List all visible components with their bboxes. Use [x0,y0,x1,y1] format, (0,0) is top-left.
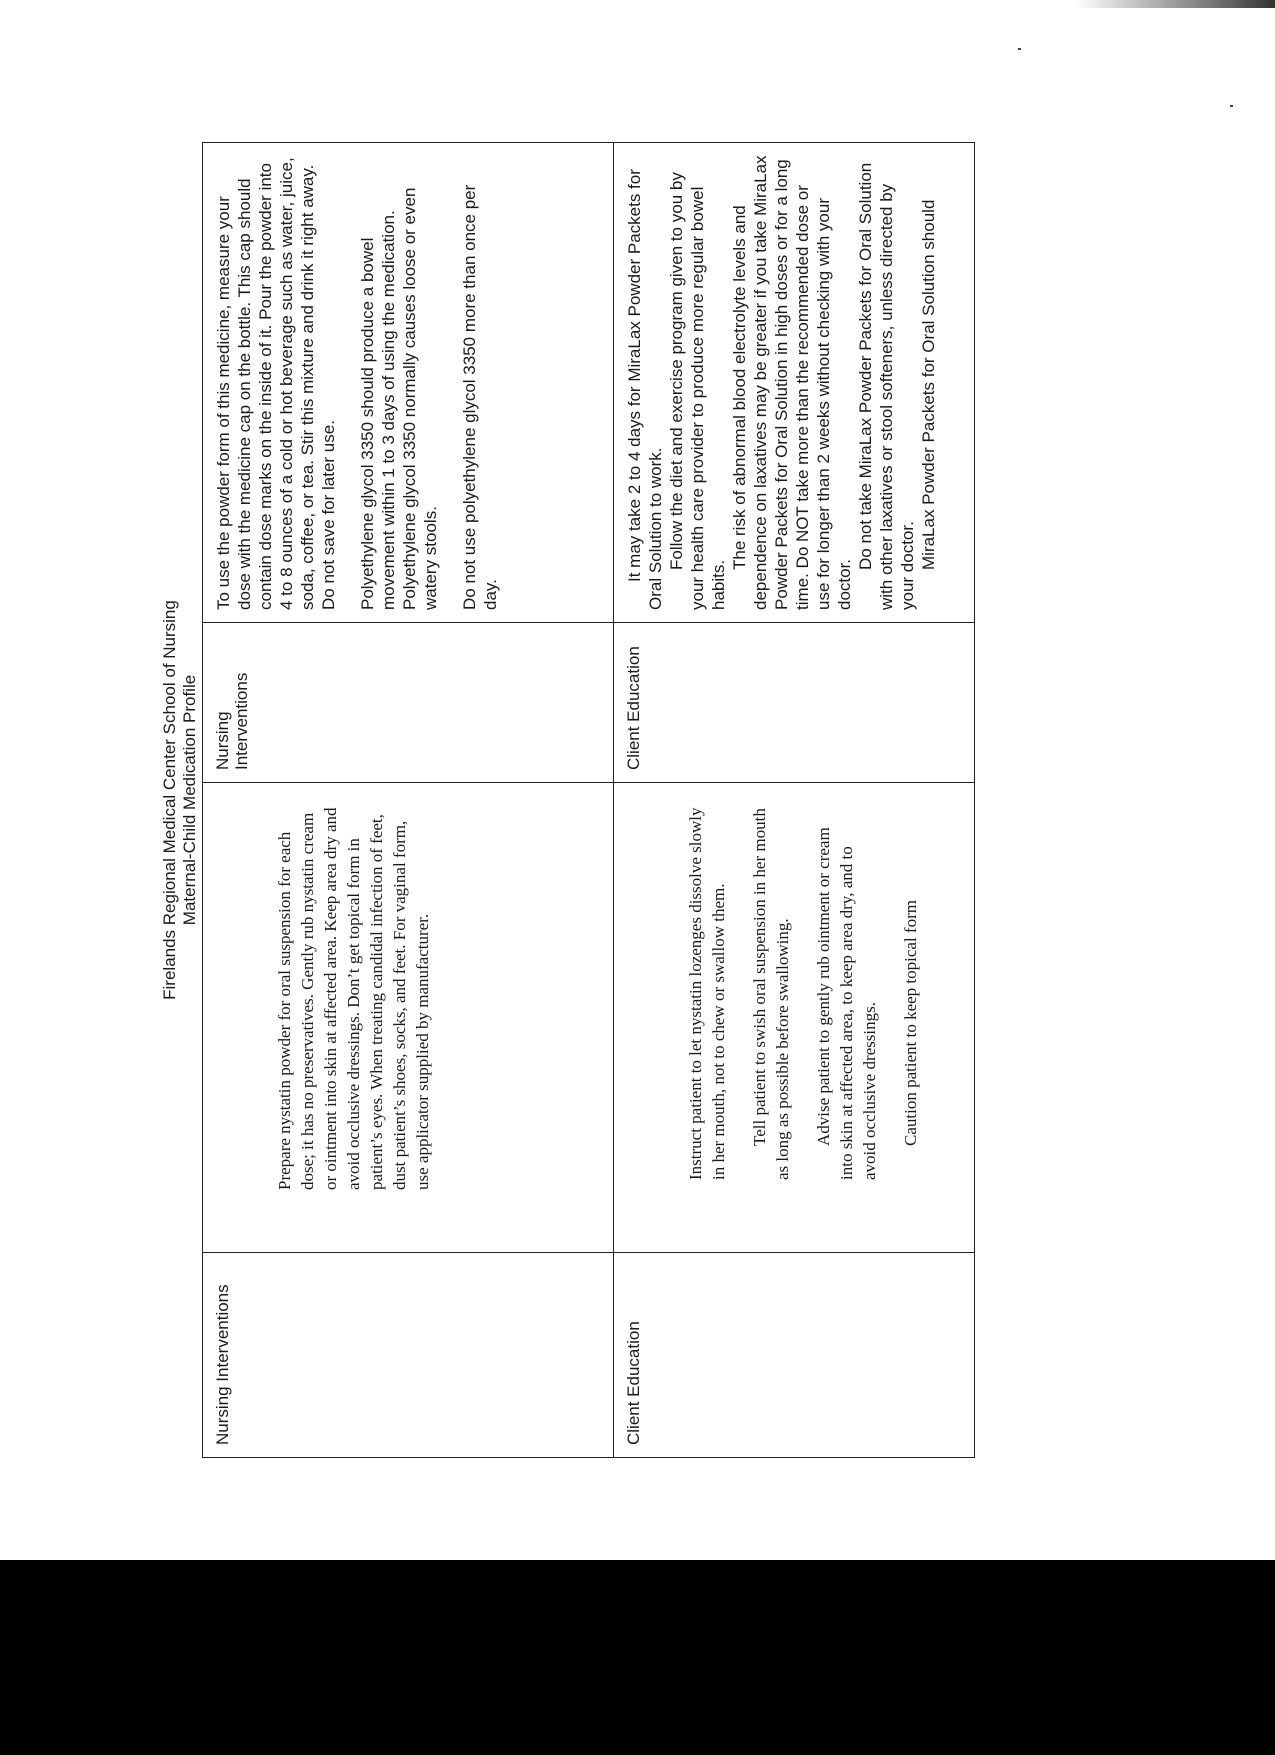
left-education-label-cell [614,1253,975,1458]
right-nursing-text-cell [203,143,614,623]
left-nursing-label: Nursing Interventions [213,1284,232,1445]
right-education-paragraph: Do not take MiraLax Powder Packets for Oral Solution with other laxatives or stool softeners, unless directed by your doctor. [856,162,917,610]
scan-edge-mark [1075,0,1275,8]
right-nursing-paragraph: Do not use polyethylene glycol 3350 more than once per day. [460,184,500,610]
right-nursing-label: Nursing Interventions [213,672,251,770]
left-education-paragraph: Caution patient to keep topical form [901,900,920,1146]
left-nursing-text: Prepare nystatin powder for oral suspension for each dose; it has no preservatives. Gently rub nystatin cream or ointment into skin at affected area. Keep area dry and avoid occlusive dressings. Don’t get topical form in patient’s eyes. When treating candidal infection of feet, dust patient’s shoes, socks, and feet. For vaginal form, use applicator supplied by manufacturer. [275,807,432,1190]
document-header [160,130,200,1470]
right-education-text-cell [614,143,975,623]
client-education-row [614,143,975,1458]
left-education-paragraph: Instruct patient to let nystatin lozenges dissolve slowly in her mouth, not to chew or swallow them. [686,807,728,1180]
rotated-form-page [140,130,1140,1470]
header-line-1: Firelands Regional Medical Center School of Nursing [160,600,179,1000]
right-education-label: Client Education [624,646,643,770]
left-nursing-text-cell [203,783,614,1253]
right-education-paragraph: MiraLax Powder Packets for Oral Solution should [919,199,938,570]
right-education-paragraph: Follow the diet and exercise program given to you by your health care provider to produce more regular bowel habits. [667,172,728,610]
left-education-label: Client Education [624,1321,643,1445]
scan-speck [1230,105,1233,107]
left-nursing-label-cell [203,1253,614,1458]
header-line-2: Maternal-Child Medication Profile [180,674,199,926]
medication-profile-table [202,142,975,1458]
scanner-black-band [0,1560,1275,1755]
left-education-text-cell [614,783,975,1253]
right-nursing-paragraph: To use the powder form of this medicine, measure your dose with the medicine cap on the bottle. This cap should contain dose marks on the inside of it. Pour the powder into 4 to 8 ounces of a cold or hot beverage such as water, juice, soda, coffee, or tea. Stir this mixture and drink it right away. Do not save for later use. [214,157,338,610]
right-nursing-label-cell [203,623,614,783]
left-education-paragraph: Tell patient to swish oral suspension in her mouth as long as possible before swallowing. [750,808,792,1180]
nursing-interventions-row [203,143,614,1458]
left-education-paragraph: Advise patient to gently rub ointment or cream into skin at affected area, to keep area dry, and to avoid occlusive dressings. [814,827,879,1180]
scan-speck [1018,48,1021,50]
right-education-paragraph: It may take 2 to 4 days for MiraLax Powder Packets for Oral Solution to work. [625,169,665,610]
right-education-paragraph: The risk of abnormal blood electrolyte levels and dependence on laxatives may be greater if you take MiraLax Powder Packets for Oral Solution in high doses or for a long time. Do NOT take more than the recommended dose or use for longer than 2 weeks without checking with your doctor. [730,155,854,610]
right-education-label-cell [614,623,975,783]
right-nursing-paragraph: Polyethylene glycol 3350 should produce a bowel movement within 1 to 3 days of using the medication. Polyethylene glycol 3350 normally causes loose or even watery stools. [358,187,440,610]
